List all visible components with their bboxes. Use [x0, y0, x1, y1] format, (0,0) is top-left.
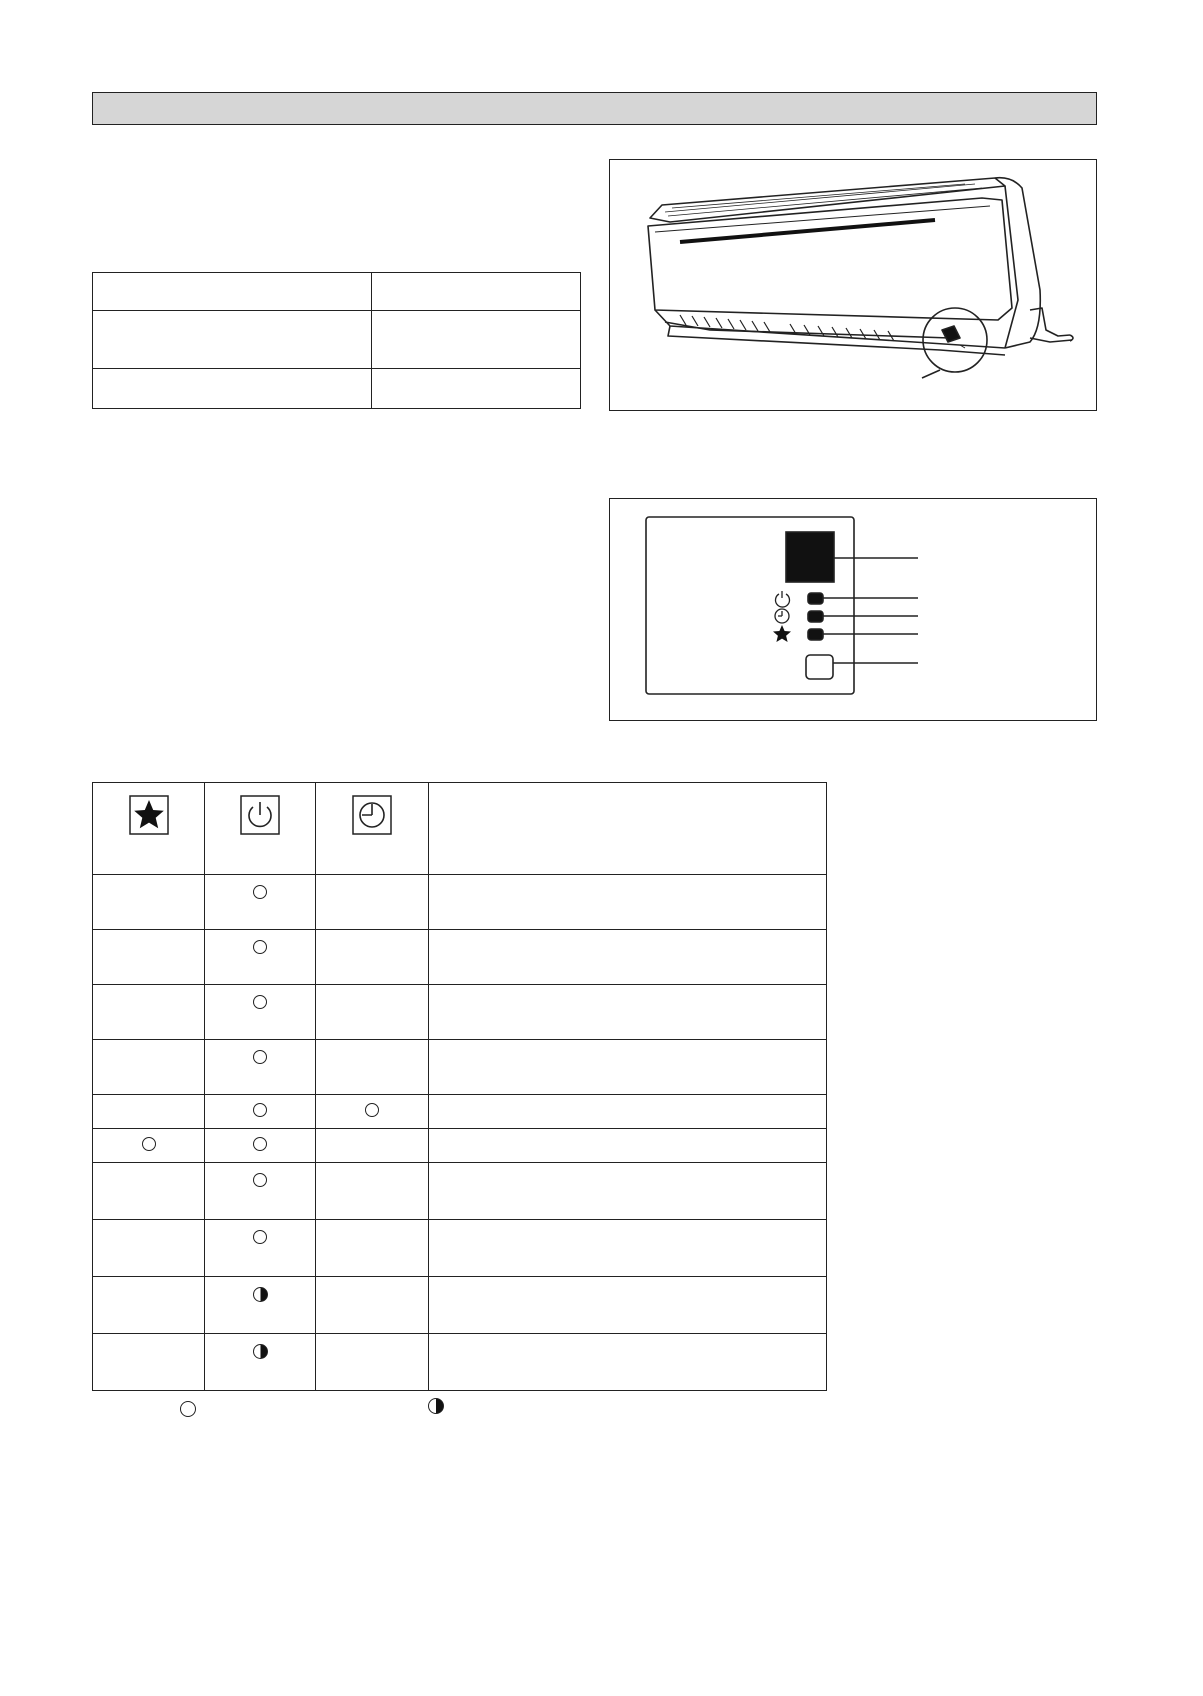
section-header-bar [92, 92, 1097, 125]
table-row [93, 1220, 827, 1277]
power-cell [205, 1277, 316, 1334]
star-cell [93, 1163, 205, 1220]
power-cell [205, 1163, 316, 1220]
timer-cell [316, 1040, 429, 1095]
table-row [93, 985, 827, 1040]
table-cell [93, 311, 372, 369]
table-row [93, 1163, 827, 1220]
table-row [93, 1040, 827, 1095]
timer-cell [316, 875, 429, 930]
description-cell [429, 1277, 827, 1334]
timer-cell [316, 1163, 429, 1220]
table-cell [93, 369, 372, 409]
table-row [93, 1129, 827, 1163]
description-cell [429, 985, 827, 1040]
legend-lit-icon [180, 1401, 196, 1417]
description-cell [429, 1220, 827, 1277]
display-panel-drawing [610, 499, 1096, 720]
power-cell [205, 1334, 316, 1391]
star-cell [93, 1129, 205, 1163]
timer-cell [316, 1095, 429, 1129]
power-cell [205, 930, 316, 985]
star-cell [93, 1040, 205, 1095]
blink-indicator-icon [253, 1344, 268, 1359]
table-cell [372, 273, 581, 311]
table-header-row [93, 783, 827, 875]
table-row [93, 311, 581, 369]
timer-cell [316, 930, 429, 985]
spec-table [92, 272, 581, 409]
table-row [93, 930, 827, 985]
power-cell [205, 875, 316, 930]
indoor-unit-illustration [609, 159, 1097, 411]
timer-icon [352, 795, 392, 840]
lit-indicator-icon [253, 940, 267, 954]
table-row [93, 1277, 827, 1334]
star-cell [93, 985, 205, 1040]
lit-indicator-icon [253, 1103, 267, 1117]
lit-indicator-icon [253, 885, 267, 899]
table-row [93, 875, 827, 930]
lit-indicator-icon [253, 1230, 267, 1244]
star-icon [129, 795, 169, 840]
star-cell [93, 875, 205, 930]
description-cell [429, 1334, 827, 1391]
power-cell [205, 1095, 316, 1129]
table-cell [372, 311, 581, 369]
table-row [93, 1334, 827, 1391]
table-row [93, 273, 581, 311]
header-cell-star [93, 783, 205, 875]
lit-indicator-icon [253, 1137, 267, 1151]
table-cell [93, 273, 372, 311]
air-conditioner-drawing [610, 160, 1096, 410]
timer-cell [316, 1277, 429, 1334]
table-row [93, 1095, 827, 1129]
table-cell [372, 369, 581, 409]
header-cell-timer [316, 783, 429, 875]
description-cell [429, 875, 827, 930]
timer-cell [316, 985, 429, 1040]
lit-indicator-icon [142, 1137, 156, 1151]
power-cell [205, 1129, 316, 1163]
display-panel-diagram [609, 498, 1097, 721]
timer-cell [316, 1220, 429, 1277]
star-cell [93, 1095, 205, 1129]
power-cell [205, 1220, 316, 1277]
description-cell [429, 1163, 827, 1220]
description-cell [429, 930, 827, 985]
header-cell-description [429, 783, 827, 875]
led-indication-table [92, 782, 827, 1391]
lit-indicator-icon [253, 1050, 267, 1064]
header-cell-power [205, 783, 316, 875]
timer-cell [316, 1334, 429, 1391]
power-cell [205, 985, 316, 1040]
timer-cell [316, 1129, 429, 1163]
lit-indicator-icon [253, 1173, 267, 1187]
star-cell [93, 930, 205, 985]
star-cell [93, 1277, 205, 1334]
lit-indicator-icon [365, 1103, 379, 1117]
blink-indicator-icon [253, 1287, 268, 1302]
description-cell [429, 1040, 827, 1095]
table-row [93, 369, 581, 409]
power-cell [205, 1040, 316, 1095]
power-icon [240, 795, 280, 840]
star-cell [93, 1220, 205, 1277]
legend-blink-icon [428, 1398, 444, 1414]
star-cell [93, 1334, 205, 1391]
lit-indicator-icon [253, 995, 267, 1009]
description-cell [429, 1095, 827, 1129]
description-cell [429, 1129, 827, 1163]
